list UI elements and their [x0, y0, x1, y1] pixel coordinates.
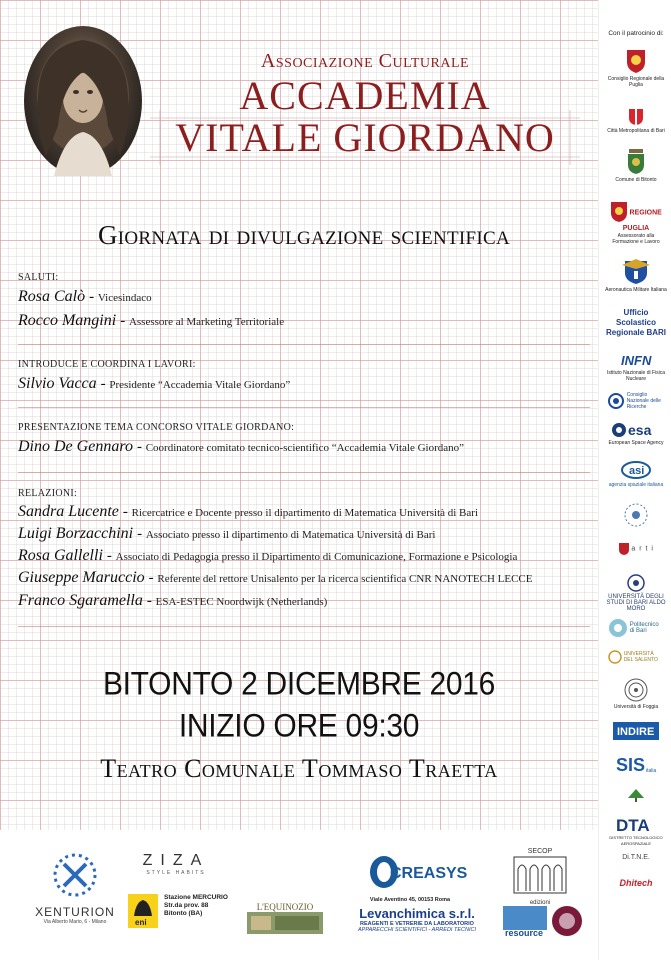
svg-text:INDIRE: INDIRE	[617, 726, 655, 738]
sponsor-poliba: Politecnico di Bari	[605, 618, 667, 638]
sponsor-secop	[508, 848, 572, 906]
sponsor-tree	[605, 788, 667, 804]
speaker-row: Luigi Borzacchini - Associato presso il dipartimento di Matematica Università di Bari	[18, 525, 436, 542]
event-title: Giornata di divulgazione scientifica	[97, 220, 511, 250]
secop-name: SECOP	[527, 848, 553, 855]
sponsor-cnr: Consiglio Nazionale delle Ricerche	[605, 392, 667, 410]
speaker-role: Presidente “Accademia Vitale Giordano”	[109, 379, 291, 391]
speaker-row: Sandra Lucente - Ricercatrice e Docente presso il dipartimento di Matematica Università di Bari	[18, 503, 478, 520]
event-date: BITONTO 2 DICEMBRE 2016	[102, 666, 496, 703]
levanchimica-line2: APPARECCHI SCIENTIFICI - ARREDI TECNICI	[358, 927, 476, 933]
city-crest-icon	[625, 147, 647, 175]
speaker-name: Rosa Gallelli	[18, 547, 103, 564]
speaker-row: Dino De Gennaro - Coordinatore comitato tecnico-scientifico “Accademia Vitale Giordano”	[18, 438, 465, 455]
creasys-logo-icon	[368, 852, 468, 892]
svg-text:resource: resource	[505, 928, 544, 938]
speaker-name: Luigi Borzacchini	[18, 525, 134, 542]
svg-text:SIS: SIS	[616, 755, 646, 775]
indire-logo-icon	[613, 722, 659, 740]
dta-logo-icon	[614, 815, 658, 833]
speaker-role: Associato presso il dipartimento di Matematica Università di Bari	[145, 529, 436, 541]
speaker-name: Silvio Vacca	[18, 375, 97, 392]
sponsor-circle-logo	[605, 502, 667, 530]
sponsor-infn: INFN Istituto Nazionale di Fisica Nucleare	[606, 353, 666, 382]
secop-sub: edizioni	[529, 900, 551, 906]
eni-logo-icon	[128, 894, 158, 928]
speaker-role: Associato di Pedagogia presso il Dipartimento di Comunicazione, Formazione e Psicologia	[115, 551, 518, 563]
speaker-row: Rosa Calò - Vicesindaco	[18, 288, 152, 305]
svg-text:INFN: INFN	[621, 353, 652, 368]
speaker-name: Rocco Mangini	[18, 312, 117, 329]
speaker-row: Silvio Vacca - Presidente “Accademia Vitale Giordano”	[18, 375, 291, 392]
dhitech-logo-icon: Dhitech	[619, 878, 653, 888]
unisalento-logo-icon	[608, 650, 622, 664]
metro-crest-icon	[628, 108, 644, 126]
introduce-heading: INTRODUCE E COORDINA I LAVORI:	[18, 359, 196, 370]
portrait-illustration	[24, 26, 142, 176]
uniba-seal-icon	[627, 574, 645, 592]
event-time: INIZIO ORE 09:30	[178, 708, 420, 745]
sponsor-indire	[605, 722, 667, 742]
sponsor-esa: esa European Space Agency	[608, 422, 664, 446]
infn-logo-icon	[619, 352, 653, 368]
equinozio-image-icon	[247, 912, 323, 934]
section-divider	[18, 626, 590, 627]
sis-logo-icon	[614, 752, 658, 776]
speaker-row: Rosa Gallelli - Associato di Pedagogia presso il Dipartimento di Comunicazione, Formazione e Psicologia	[18, 547, 518, 564]
title-accademia: ACCADEMIA	[239, 73, 491, 118]
section-divider	[18, 344, 590, 345]
speaker-name: Giuseppe Maruccio	[18, 569, 145, 586]
speaker-row: Franco Sgaramella - ESA-ESTEC Noordwijk (Netherlands)	[18, 592, 328, 609]
vitale-giordano-portrait	[24, 26, 142, 176]
sponsor-creasys	[355, 852, 468, 903]
sponsor-ziza	[128, 852, 224, 876]
region-crest-icon	[610, 201, 628, 223]
patronage-column	[598, 0, 671, 960]
sponsor-uniba: UNIVERSITÀ DEGLI STUDI DI BARI ALDO MORO	[605, 574, 667, 612]
ziza-name: ZIZA	[142, 852, 210, 869]
regional-crest-icon	[625, 48, 647, 74]
sponsor-eni	[128, 894, 228, 928]
levanchimica-line1: REAGENTI E VETRERIE DA LABORATORIO	[360, 921, 474, 927]
sponsor-levanchimica	[348, 906, 486, 933]
sponsor-ufficio-scolastico: Ufficio Scolastico Regionale BARI	[605, 308, 666, 337]
svg-text:asi: asi	[629, 465, 645, 477]
xenturion-address: Via Alberto Mario, 6 - Milano	[43, 919, 107, 925]
sponsor-equinozio	[245, 902, 325, 939]
sponsor-resource	[502, 904, 588, 943]
sponsor-regione-puglia: REGIONE PUGLIA Assessorato alla Formazione e Lavoro	[605, 201, 667, 245]
eni-address: Str.da prov. 88 Bitonto (BA)	[164, 902, 209, 917]
equinozio-name: L'EQUINOZIO	[256, 902, 314, 912]
sponsor-unisalento: UNIVERSITÀ DEL SALENTO	[605, 650, 667, 664]
speaker-role: ESA-ESTEC Noordwijk (Netherlands)	[155, 596, 328, 608]
speaker-row: Giuseppe Maruccio - Referente del rettore Unisalento per la ricerca scientifica CNR NANOTECH LECCE	[18, 569, 533, 586]
ziza-tagline: STYLE HABITS	[146, 870, 206, 876]
sponsor-dhitech	[605, 880, 667, 888]
sponsor-comune-bitonto: Comune di Bitonto	[605, 147, 667, 183]
speaker-role: Assessore al Marketing Territoriale	[128, 316, 285, 328]
speaker-name: Sandra Lucente	[18, 503, 119, 520]
poliba-logo-icon	[608, 618, 628, 638]
speaker-name: Franco Sgaramella	[18, 592, 143, 609]
sponsor-unifg: Università di Foggia	[605, 678, 667, 710]
tree-logo-icon	[626, 788, 646, 802]
saluti-heading: SALUTI:	[18, 272, 59, 283]
ditne-logo-icon: Di.T.N.E.	[622, 854, 650, 861]
resource-logo-icon	[503, 904, 587, 938]
presentazione-heading: PRESENTAZIONE TEMA CONCORSO VITALE GIORDANO:	[18, 422, 295, 433]
sponsor-citta-metropolitana: Città Metropolitana di Bari	[605, 108, 667, 134]
sponsor-consiglio-regionale: Consiglio Regionale della Puglia	[605, 48, 667, 88]
asi-logo-icon	[620, 460, 652, 480]
sponsor-dta: DTA DISTRETTO TECNOLOGICO AEROSPAZIALE	[609, 816, 663, 846]
svg-text:italia: italia	[646, 768, 657, 774]
secop-building-icon	[512, 855, 568, 895]
sponsor-ditne	[605, 855, 667, 861]
speaker-role: Vicesindaco	[97, 292, 152, 304]
air-force-icon	[622, 255, 650, 285]
sponsors-footer	[0, 830, 598, 960]
speaker-row: Rocco Mangini - Assessore al Marketing Territoriale	[18, 312, 285, 329]
speaker-role: Ricercatrice e Docente presso il dipartimento di Matematica Università di Bari	[131, 507, 478, 519]
eni-station: Stazione MERCURIO	[164, 894, 228, 901]
speaker-role: Referente del rettore Unisalento per la ricerca scientifica CNR NANOTECH LECCE	[157, 573, 533, 585]
sponsor-arti: a r t i	[605, 542, 667, 556]
title-vitale-giordano: VITALE GIORDANO	[175, 115, 555, 160]
speaker-name: Rosa Calò	[18, 288, 86, 305]
cnr-logo-icon	[607, 393, 625, 409]
esa-logo-icon	[611, 422, 661, 438]
circle-dots-logo-icon	[623, 502, 649, 528]
relazioni-heading: RELAZIONI:	[18, 488, 78, 499]
unifg-seal-icon	[624, 678, 648, 702]
patronage-heading: Con il patrocinio di:	[608, 30, 664, 37]
svg-text:DTA: DTA	[616, 816, 650, 835]
svg-text:CREASYS: CREASYS	[390, 865, 468, 882]
section-divider	[18, 407, 590, 408]
sponsor-asi: asi agenzia spaziale italiana	[605, 460, 667, 488]
event-venue: Teatro Comunale Tommaso Traetta	[100, 754, 498, 783]
section-divider	[18, 472, 590, 473]
xenturion-name: XENTURION	[35, 905, 115, 919]
sponsor-sis	[605, 752, 667, 778]
arti-logo-icon	[618, 542, 630, 556]
svg-text:esa: esa	[628, 422, 652, 438]
sponsor-aeronautica: Aeronautica Militare Italiana	[605, 255, 667, 293]
speaker-role: Coordinatore comitato tecnico-scientifico “Accademia Vitale Giordano”	[145, 442, 465, 454]
svg-text:eni: eni	[135, 918, 147, 927]
levanchimica-name: Levanchimica s.r.l.	[359, 906, 475, 921]
xenturion-logo-icon	[46, 850, 104, 900]
speaker-name: Dino De Gennaro	[18, 438, 133, 455]
sponsor-xenturion	[30, 850, 120, 925]
creasys-address: Viale Aventino 45, 00153 Roma	[369, 897, 451, 903]
association-label: Associazione Culturale	[260, 50, 470, 72]
